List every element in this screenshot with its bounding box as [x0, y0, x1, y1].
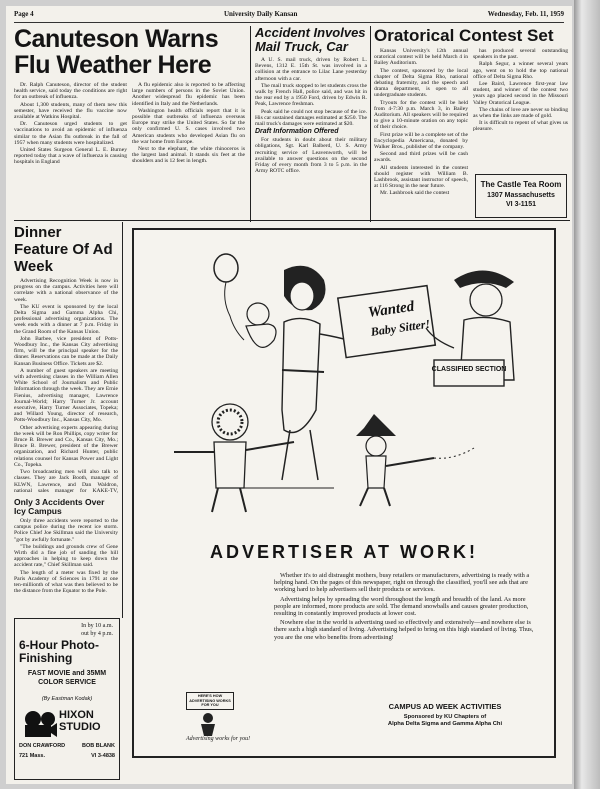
classified-label: CLASSIFIED SECTION — [431, 366, 507, 373]
tea-room-ad — [475, 174, 567, 218]
paragraph: Peak said he could not stop because of the ice. His car sustained damages estimated at $250. The mail truck's damages were estimated at $20. — [255, 108, 367, 128]
canuteson-col2 — [132, 82, 245, 166]
paragraph: The contest, sponsored by the local chapter of Delta Sigma Rho, national debating fraternity, and the speech and drama department, is open to all undergraduate students. — [374, 67, 468, 99]
paragraph: United States Surgeon General L. E. Burney reported today that a wave of influenza is causing hospitals in England — [14, 147, 127, 166]
page-edge — [574, 0, 600, 789]
paragraph: Washington health officials report that it is possible that outbreaks of influenza overseas Europe may strike the United States. So far the only confirmed U. S. cases involved two American students who developed Asian flu on the war home from Europe. — [132, 107, 245, 145]
dinner-headline: Dinner Feature Of Ad Week — [14, 224, 113, 275]
wanted-text: Wanted — [367, 298, 416, 322]
paragraph: Mr. Lashbrook said the contest — [380, 190, 450, 197]
paragraph: Nowhere else in the world is advertising used so effectively and extensively—and nowhere else is there such a high standard of living. Advertising helped to bring on this high standard of living. Thus, you are the one who benefits from advertising! — [274, 619, 534, 641]
paragraph: has produced several outstanding speakers in the past. — [473, 48, 568, 61]
issue-date: Wednesday, Feb. 11, 1959 — [487, 10, 564, 18]
ad-sponsors — [340, 702, 550, 727]
paragraph: Next to the elephant, the white rhinoceros is the largest land animal. It stands six feet at the shoulders and is 12 feet in length. — [132, 146, 245, 165]
dinner-body — [14, 278, 118, 494]
classified-box — [434, 360, 504, 386]
paragraph: All students interested in the contest should register with William B. Lashbrook, assistant instructor of speech, at 116 Strong in the near future. — [374, 164, 468, 190]
section-rule — [14, 220, 570, 221]
canuteson-story — [14, 26, 246, 216]
newspaper-page — [6, 6, 572, 784]
mail-truck-headline: Accident Involves Mail Truck, Car — [255, 26, 366, 54]
paragraph: Tryouts for the contest will be held from 4-7:30 p.m. March 3, in Bailey Auditorium. All speakers will be required to give a 10-minute oration on any topic of their choice. — [374, 99, 468, 131]
paragraph: Other advertising experts appearing during the week will be Ron Phillips, copy writer for Bruce B. Brewer and Co., Kansas City, Mo.; Bruce B. Brewer, president of the Brewer organization, and Richard Hunter, public relations counsel for Kansas Power and Light Co., Topeka. — [14, 424, 118, 468]
paragraph: It is difficult to repent of what gives us pleasure. — [473, 120, 568, 133]
folio-line — [14, 10, 564, 23]
photo-finishing-ad — [14, 618, 120, 780]
draft-body — [255, 137, 367, 174]
out-by-time: out by 4 p.m. — [81, 631, 113, 637]
column-rule — [370, 26, 371, 222]
advertising-logo — [186, 692, 270, 742]
paragraph: "The buildings and grounds crew of Gene Wirth did a fine job of sanding the hill approaches in helping to keep down the accident rate," Chief Skillman said. — [14, 543, 118, 569]
advertising-works-text: Advertising works for you! — [186, 735, 251, 742]
page-number: Page 4 — [14, 10, 34, 18]
baby-figure — [246, 303, 276, 347]
paragraph: John Barbee, vice president of Potts-Woodbury Inc., the Kansas City advertising firm, will be the principal speaker for the dinner. Reservations can be made at the Daily Kansan Business Office. Tickets are $2. — [14, 335, 118, 367]
column-rule — [250, 26, 251, 222]
color-service: FAST MOVIE and 35MM COLOR SERVICE — [27, 670, 107, 686]
icy-campus-headline: Only 3 Accidents Over Icy Campus — [14, 497, 105, 516]
ad-copy — [274, 572, 536, 643]
studio-phone: VI 3-4838 — [91, 753, 115, 759]
dinner-story — [14, 224, 118, 494]
sponsored-by: Sponsored by KU Chapters of — [403, 714, 487, 720]
paragraph: Dr. Canuteson urged students to get vaccinations to avoid an epidemic of influenza similar to the Asian flu outbreak in the fall of 1957 when many students were hospitalized. — [14, 121, 127, 146]
paper-name: University Daily Kansan — [223, 10, 298, 18]
owner-name: BOB BLANK — [82, 743, 115, 749]
icy-campus-body — [14, 518, 118, 594]
owner-name: DON CRAWFORD — [19, 743, 66, 749]
tea-room-phone: VI 3-1151 — [506, 201, 536, 208]
hixon-studio: HIXON STUDIO — [59, 709, 101, 733]
paragraph: The chains of love are never so binding as when the links are made of gold. — [473, 106, 568, 120]
advertising-badge: HERE'S HOW ADVERTISING WORKS FOR YOU — [186, 692, 234, 710]
icy-campus-story — [14, 496, 118, 614]
clown-figure — [174, 404, 294, 512]
paragraph: Dr. Ralph Canuteson, director of the student health service, said today the conditions are right for an outbreak of influenza. — [14, 82, 127, 101]
paragraph: Advertising Recognition Week is now in progress on the campus. Activities here will correlate with a national observance of the week. — [14, 278, 118, 303]
eastman-kodak-note: (By Eastman Kodak) — [41, 696, 93, 702]
ad-slogan: ADVERTISER AT WORK! — [210, 542, 478, 562]
mail-truck-story — [255, 26, 367, 222]
baby-sitter-text: Baby Sitter! — [369, 316, 431, 339]
paragraph: Second and third prizes will be cash awards. — [374, 151, 468, 164]
balloon-icon — [214, 254, 244, 340]
tea-room-address: 1307 Massachusetts — [487, 192, 555, 199]
tea-room-name: The Castle Tea Room — [480, 180, 562, 189]
photo-finishing-title: 6-Hour Photo-Finishing — [19, 638, 99, 665]
paragraph: About 1,300 students, many of them new this semester, have received the flu vaccine now available at Watkins Hospital. — [14, 101, 127, 121]
mail-truck-body — [255, 57, 367, 127]
paragraph: Advertising helps by spreading the word throughout the length and breadth of the land. As more people are informed, more products are sold. The demand snowballs and causes greater production, resulting in constantly improved products at lower cost. — [274, 595, 529, 618]
paragraph: The KU event is sponsored by the local Delta Sigma and Gamma Alpha Chi, professional advertising organizations. The week ends with a dinner at 7 p.m. Friday in the Grand Room of the Kansas Union. — [14, 303, 118, 335]
paragraph: A number of guest speakers are meeting with advertising classes in the William Allen White School of Journalism and Public Information through the week. They are Ernie Fienius, advertising manager, Lawrence Journal-World; Harry Turner Jr. account executive, Harry Turner Associates, Topeka; and Willard Young, director of research, Potts-Woodbury Inc., Kansas City, Mo. — [14, 367, 118, 424]
paragraph: A U. S. mail truck, driven by Robert L. Bevens, 1312 E. 15th St. was involved in a collision at the entrance to Lilac Lane yesterday afternoon with a car. — [255, 57, 367, 82]
paragraph: The mail truck stopped to let students cross the walk by French Hall, police said, and was hit in the rear end by a 1950 Ford, driven by Edwin R. Peak, Lawrence freshman. — [255, 82, 367, 108]
draft-headline: Draft Information Offered — [255, 128, 339, 136]
turnaround-times — [81, 622, 113, 638]
oratorical-col2 — [473, 48, 568, 134]
advertiser-at-work-ad — [132, 228, 556, 758]
canuteson-headline: Canuteson Warns Flu Weather Here — [14, 26, 219, 79]
oratorical-headline: Oratorical Contest Set — [374, 26, 554, 45]
cowboy-figure — [356, 414, 474, 506]
activities-title: CAMPUS AD WEEK ACTIVITIES — [388, 702, 502, 711]
paragraph: Only three accidents were reported to the campus police during the recent ice storm. Police Chief Joe Skillman said the University "got by awfully fortunate." — [14, 518, 118, 543]
advertising-figure-icon — [198, 712, 218, 736]
paragraph: Kansas University's 12th annual oratorical contest will be held March 4 in Bailey Auditorium. — [374, 48, 468, 67]
paragraph: Ralph Segur, a winner several years ago, went on to hold the top national office of Delta Sigma Rho. — [473, 61, 568, 80]
paragraph: A flu epidemic also is reported to be affecting large numbers of persons in the Soviet Union. Another widespread flu epidemic has been identified in Italy and the Netherlands. — [132, 82, 245, 107]
sponsor-chapters: Alpha Delta Sigma and Gamma Alpha Chi — [387, 721, 503, 727]
camera-icon — [21, 709, 57, 739]
paragraph: Lee Baird, Lawrence first-year law student, and winner of the contest two years ago placed second in the Missouri Valley Oratorical League. — [473, 81, 568, 106]
studio-contact — [19, 753, 115, 759]
in-by-time: In by 10 a.m. — [81, 623, 113, 629]
owners — [19, 743, 115, 749]
paragraph: The length of a meter was fixed by the Paris Academy of Sciences in 1791 at one ten-millionth of what was then believed to be the distance from the Equator to the Pole. — [14, 569, 118, 595]
column-rule — [122, 222, 123, 618]
canuteson-col1 — [14, 82, 127, 167]
paragraph: Two broadcasting men will also talk to classes. They are Jack Booth, manager of KLWN, Lawrence, and Dan Waldron, national sales manager for KAKE-TV, — [14, 469, 118, 494]
paragraph: First prize will be a complete set of the Encyclopedia Americana, donated by Walker Bros., publisher of the company. — [374, 131, 468, 151]
oratorical-col1 — [374, 48, 468, 198]
studio-address: 721 Mass. — [19, 753, 45, 759]
ad-illustration — [134, 230, 554, 530]
paragraph: Whether it's to aid distraught mothers, busy retailers or manufacturers, advertising is ready with a helping hand. On the pages of this newspaper, right on through the classified, you'll see ads that are working hard to help advertisers sell their products or services. — [274, 572, 530, 594]
paragraph: For students in doubt about their military obligations, Sgt. Karl Balberd, U. S. Army recruiting service of Leavenworth, will be available to answer questions on the second Friday of every month from 3 to 5 p.m. in the Army ROTC office. — [255, 137, 367, 175]
